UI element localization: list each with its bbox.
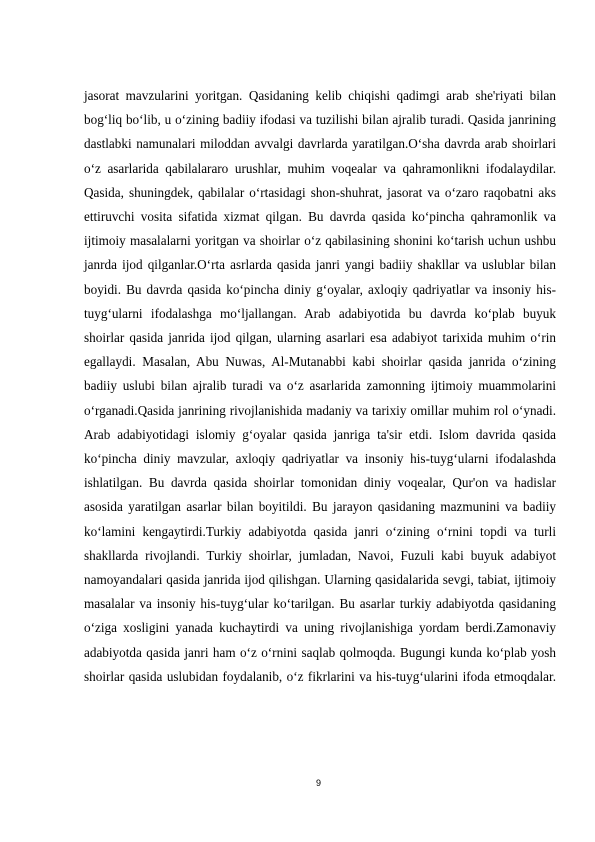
body-paragraph: jasorat mavzularini yoritgan. Qasidaning kelib chiqishi qadimgi arab she'riyati bilan bog‘liq bo‘lib, u o‘zining badiiy ifodasi va tuzilishi bilan ajralib turadi. Qasida janrining dastlabki namunalari miloddan avvalgi davrlarda yaratilgan.O‘sha davrda arab shoirlari o‘z asarlarida qabilalararo urushlar, muhim voqealar va qahramonlikni ifodalaydilar. Qasida, shuningdek, qabilalar o‘rtasidagi shon-shuhrat, jasorat va o‘zaro raqobatni aks ettiruvchi vosita sifatida xizmat qilgan. Bu davrda qasida ko‘pincha qahramonlik va ijtimoiy masalalarni yoritgan va shoirlar o‘z qabilasining shonini ko‘tarish uchun ushbu janrda ijod qilganlar.O‘rta asrlarda qasida janri yangi badiiy shakllar va uslublar bilan boyidi. Bu davrda qasida ko‘pincha diniy g‘oyalar, axloqiy qadriyatlar va insoniy his-tuyg‘ularni ifodalashga mo‘ljallangan. Arab adabiyotida bu davrda ko‘plab buyuk shoirlar qasida janrida ijod qilgan, ularning asarlari esa adabiyot tarixida muhim o‘rin egallaydi. Masalan, Abu Nuwas, Al-Mutanabbi kabi shoirlar qasida janrida o‘zining badiiy uslubi bilan ajralib turadi va o‘z asarlarida zamonning ijtimoiy muammolarini o‘rganadi.Qasida janrining rivojlanishida madaniy va tarixiy omillar muhim rol o‘ynadi. Arab adabiyotidagi islomiy g‘oyalar qasida janriga ta'sir etdi. Islom davrida qasida ko‘pincha diniy mavzular, axloqiy qadriyatlar va insoniy his-tuyg‘ularni ifodalashda ishlatilgan. Bu davrda qasida shoirlar tomonidan diniy voqealar, Qur'on va hadislar asosida yaratilgan asarlar bilan boyitildi. Bu jarayon qasidaning mazmunini va badiiy ko‘lamini kengaytirdi.Turkiy adabiyotda qasida janri o‘zining o‘rnini topdi va turli shakllarda rivojlandi. Turkiy shoirlar, jumladan, Navoi, Fuzuli kabi buyuk adabiyot namoyandalari qasida janrida ijod qilishgan. Ularning qasidalarida sevgi, tabiat, ijtimoiy masalalar va insoniy his-tuyg‘ular ko‘tarilgan. Bu asarlar turkiy adabiyotda qasidaning o‘ziga xosligini yanada kuchaytirdi va uning rivojlanishiga yordam berdi.Zamonaviy adabiyotda qasida janri ham o‘z o‘rnini saqlab qolmoqda. Bugungi kunda ko‘plab yosh shoirlar qasida uslubidan foydalanib, o‘z fikrlarini va his-tuyg‘ularini ifoda etmoqdalar. [84,88,556,684]
page-number: 9 [315,778,321,788]
